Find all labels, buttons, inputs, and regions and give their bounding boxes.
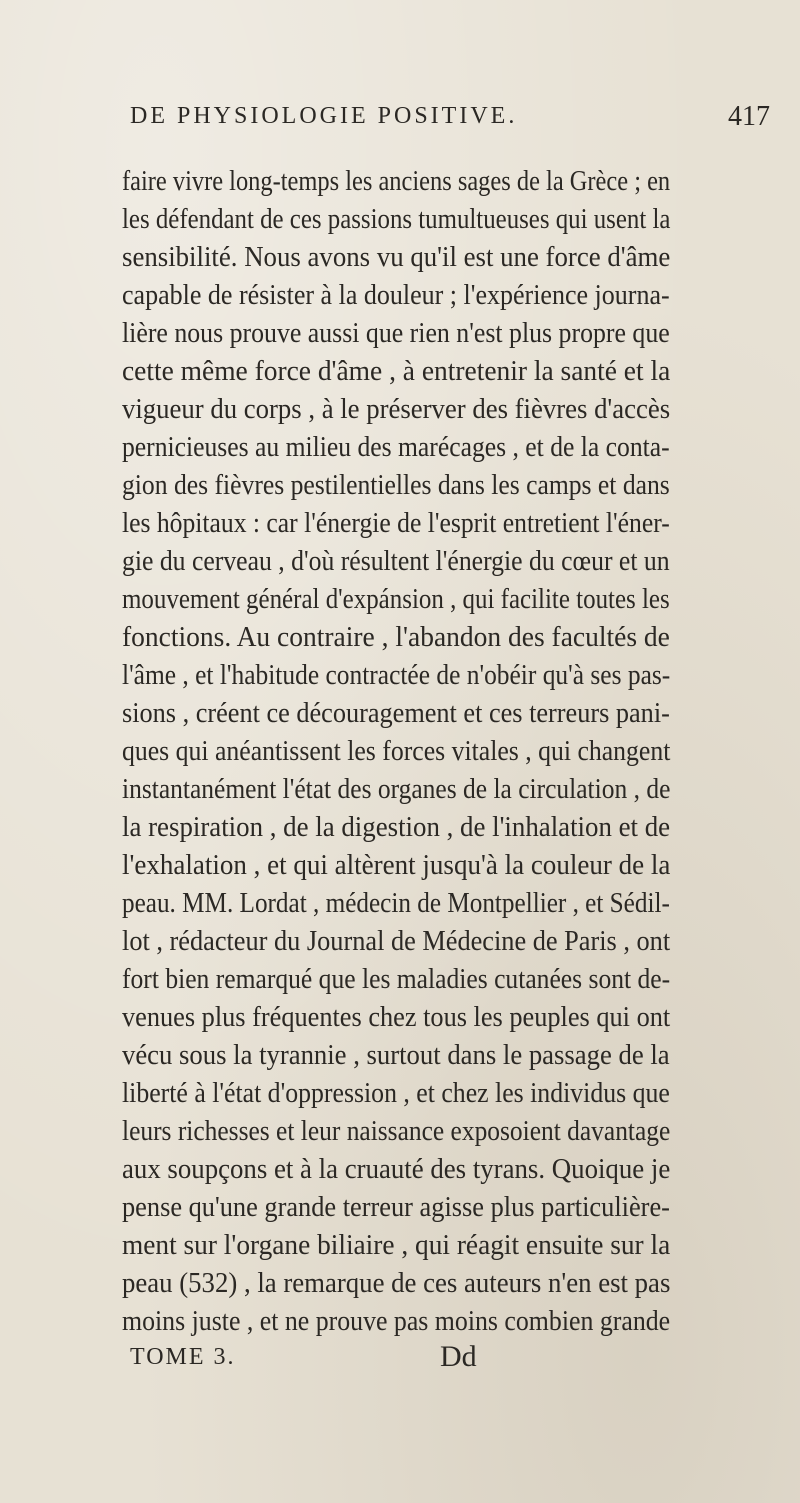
text-line: la respiration , de la digestion , de l'inhalation et de <box>122 812 671 843</box>
running-title: DE PHYSIOLOGIE POSITIVE. <box>130 103 518 129</box>
page-footer <box>130 1340 770 1384</box>
text-line: faire vivre long-temps les anciens sages de la Grèce ; en <box>122 166 671 197</box>
text-line: fort bien remarqué que les maladies cutanées sont de- <box>122 964 671 995</box>
text-line: les hôpitaux : car l'énergie de l'esprit entretient l'éner- <box>122 508 670 539</box>
text-line: instantanément l'état des organes de la circulation , de <box>122 774 671 805</box>
text-line: capable de résister à la douleur ; l'expérience journa- <box>122 280 670 311</box>
text-line: l'âme , et l'habitude contractée de n'obéir qu'à ses pas- <box>122 660 671 691</box>
text-line: gie du cerveau , d'où résultent l'énergie du cœur et un <box>122 546 670 577</box>
text-line: sions , créent ce découragement et ces terreurs pani- <box>122 698 670 729</box>
text-line: pernicieuses au milieu des marécages , et de la conta- <box>122 432 670 463</box>
text-line: fonctions. Au contraire , l'abandon des facultés de <box>122 622 670 653</box>
text-line: mouvement général d'expánsion , qui facilite toutes les <box>122 584 670 615</box>
text-line: ques qui anéantissent les forces vitales , qui changent <box>122 736 671 767</box>
signature-mark: Dd <box>440 1340 477 1373</box>
text-line: l'exhalation , et qui altèrent jusqu'à la couleur de la <box>122 850 671 881</box>
text-line: vigueur du corps , à le préserver des fièvres d'accès <box>122 394 671 425</box>
text-line: pense qu'une grande terreur agisse plus particulière- <box>122 1192 670 1223</box>
text-line: lière nous prouve aussi que rien n'est plus propre que <box>122 318 670 349</box>
text-line: moins juste , et ne prouve pas moins combien grande <box>122 1306 671 1337</box>
text-line: les défendant de ces passions tumultueuses qui usent la <box>122 204 671 235</box>
text-line: leurs richesses et leur naissance exposoient davantage <box>122 1116 671 1147</box>
text-line: peau (532) , la remarque de ces auteurs n'en est pas <box>122 1268 671 1299</box>
page-number: 417 <box>728 101 770 132</box>
text-line: liberté à l'état d'oppression , et chez les individus que <box>122 1078 670 1109</box>
text-line: cette même force d'âme , à entretenir la santé et la <box>122 356 671 387</box>
text-line: aux soupçons et à la cruauté des tyrans. Quoique je <box>122 1154 671 1185</box>
tome-label: TOME 3. <box>130 1344 236 1370</box>
running-head <box>130 103 770 143</box>
text-line: sensibilité. Nous avons vu qu'il est une force d'âme <box>122 242 671 273</box>
text-line: venues plus fréquentes chez tous les peuples qui ont <box>122 1002 671 1033</box>
text-line: vécu sous la tyrannie , surtout dans le passage de la <box>122 1040 670 1071</box>
text-line: gion des fièvres pestilentielles dans les camps et dans <box>122 470 670 501</box>
text-line: ment sur l'organe biliaire , qui réagit ensuite sur la <box>122 1230 671 1261</box>
text-line: lot , rédacteur du Journal de Médecine de Paris , ont <box>122 926 671 957</box>
text-line: peau. MM. Lordat , médecin de Montpellier , et Sédil- <box>122 888 670 919</box>
